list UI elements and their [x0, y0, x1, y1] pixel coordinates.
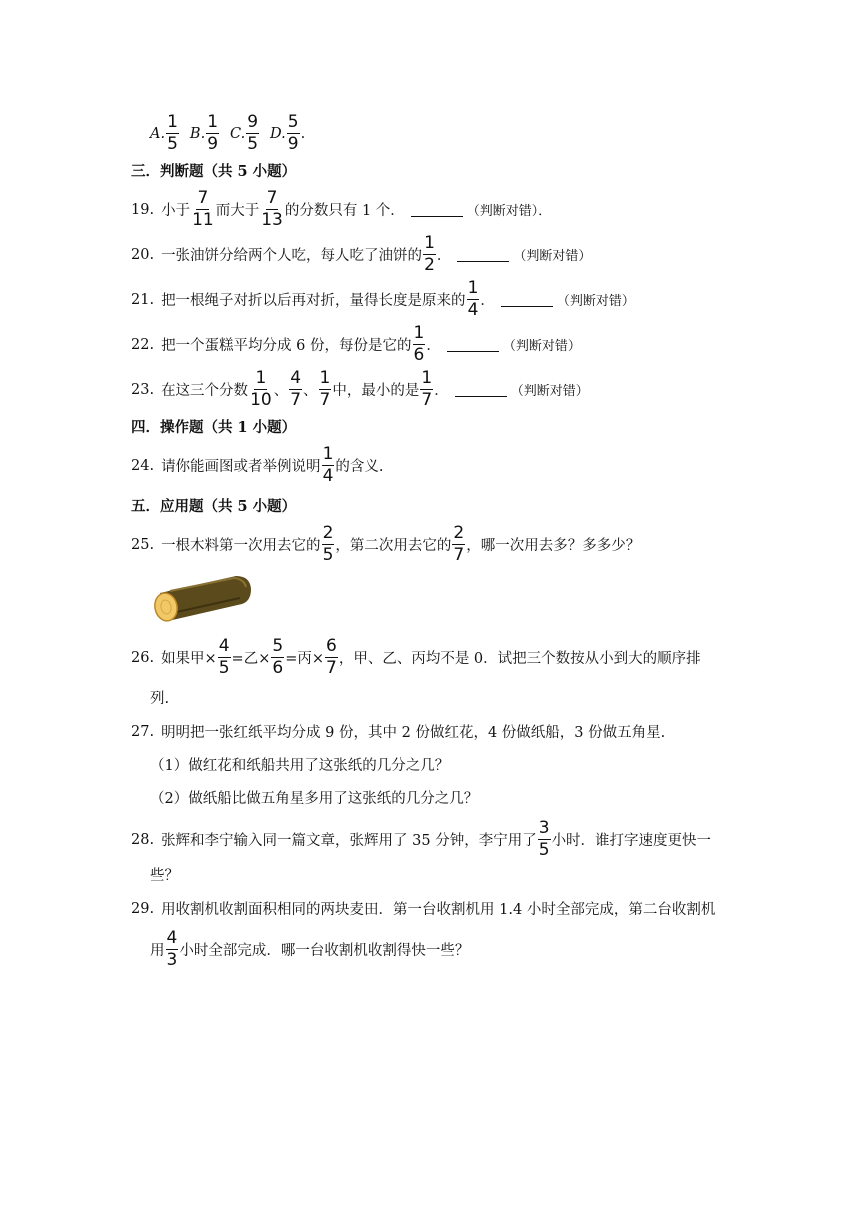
judge-instruction: （判断对错）: [510, 384, 589, 399]
question-text: 如果甲×: [161, 651, 217, 667]
fraction: $\frac{2}{5}$: [322, 523, 334, 565]
fraction: $\frac{4}{5}$: [218, 636, 230, 678]
question-text: 小时．谁打字速度更快一: [551, 833, 712, 849]
question-29: [131, 898, 715, 919]
question-27: [131, 721, 665, 742]
fraction: $\frac{1}{10}$: [250, 368, 272, 410]
question-22: [131, 325, 581, 364]
question-text: ．: [480, 293, 495, 309]
fraction: $\frac{1}{6}$: [413, 323, 425, 365]
option-c-fraction: $\frac{9}{5}$: [247, 112, 259, 154]
judge-instruction: （判断对错）．: [466, 204, 552, 219]
fraction: $\frac{5}{6}$: [272, 636, 284, 678]
option-d-label: D.: [270, 125, 286, 142]
options-end: .: [300, 125, 306, 142]
question-29-continued: [150, 930, 469, 969]
fraction: $\frac{4}{7}$: [290, 368, 302, 410]
question-text: =丙×: [285, 651, 324, 667]
fraction: $\frac{6}{7}$: [326, 636, 337, 678]
question-text: 的分数只有 1 个．: [284, 203, 405, 219]
question-number: 23.: [131, 381, 155, 398]
fraction: $\frac{1}{7}$: [319, 368, 331, 410]
question-text: 用: [150, 943, 165, 959]
question-number: 24.: [131, 457, 155, 474]
fraction: $\frac{3}{5}$: [538, 818, 550, 860]
option-a-label: A.: [150, 125, 166, 142]
options-row: [150, 114, 305, 153]
question-text: 而大于: [215, 203, 260, 219]
question-text: 小于: [161, 203, 191, 219]
fraction: $\frac{1}{4}$: [322, 444, 334, 486]
question-text: 一张油饼分给两个人吃，每人吃了油饼的: [161, 248, 423, 264]
fraction: $\frac{7}{11}$: [192, 188, 214, 230]
question-number: 26.: [131, 649, 155, 666]
wood-log-image: [150, 573, 254, 625]
answer-blank[interactable]: [501, 292, 553, 307]
fraction: $\frac{4}{3}$: [166, 928, 178, 970]
question-20: [131, 235, 591, 274]
question-number: 27.: [131, 723, 155, 740]
judge-instruction: （判断对错）: [502, 339, 581, 354]
fraction: $\frac{7}{13}$: [261, 188, 283, 230]
question-text: =乙×: [231, 651, 271, 667]
section-3-heading: 三．判断题（共 5 小题）: [131, 163, 297, 180]
option-c-label: C.: [230, 125, 246, 142]
question-number: 19.: [131, 201, 155, 218]
question-number: 22.: [131, 336, 155, 353]
question-24: [131, 446, 384, 485]
question-text: ．: [436, 248, 452, 264]
section-4-heading: 四．操作题（共 1 小题）: [131, 419, 297, 436]
question-23: [131, 370, 589, 409]
question-text: 在这三个分数: [161, 383, 249, 399]
question-28-continued: 些？: [150, 868, 179, 884]
fraction: $\frac{2}{7}$: [453, 523, 465, 565]
separator: 、: [303, 383, 318, 399]
question-number: 29.: [131, 900, 155, 917]
answer-blank[interactable]: [411, 202, 463, 217]
answer-blank[interactable]: [447, 337, 499, 352]
question-number: 21.: [131, 291, 155, 308]
question-text: 把一个蛋糕平均分成 6 份，每份是它的: [161, 338, 412, 354]
question-text: 的含义.: [335, 459, 384, 475]
fraction: $\frac{1}{7}$: [421, 368, 433, 410]
question-26: [131, 638, 701, 677]
question-26-continued: 列.: [150, 691, 170, 707]
question-21: [131, 280, 635, 319]
question-text: ，甲、乙、丙均不是 0．试把三个数按从小到大的顺序排: [338, 651, 701, 667]
question-text: 请你能画图或者举例说明: [161, 459, 321, 475]
question-text: ．: [426, 338, 441, 354]
question-number: 28.: [131, 831, 155, 848]
question-text: 中，最小的是: [332, 383, 420, 399]
fraction: $\frac{1}{2}$: [424, 233, 435, 275]
question-text: 用收割机收割面积相同的两块麦田．第一台收割机用 1.4 小时全部完成，第二台收割机: [161, 902, 716, 918]
question-text: 明明把一张红纸平均分成 9 份，其中 2 份做红花，4 份做纸船，3 份做五角星.: [161, 725, 666, 741]
option-d-fraction: $\frac{5}{9}$: [287, 112, 299, 154]
question-number: 20.: [131, 246, 155, 263]
question-text: ，第二次用去它的: [335, 538, 452, 554]
question-19: [131, 190, 551, 229]
option-b-fraction: $\frac{1}{9}$: [207, 112, 219, 154]
question-text: 小时全部完成．哪一台收割机收割得快一些？: [179, 943, 470, 959]
answer-blank[interactable]: [455, 382, 507, 397]
question-text: 一根木料第一次用去它的: [161, 538, 321, 554]
option-b-label: B.: [189, 125, 206, 142]
question-number: 25.: [131, 536, 155, 553]
option-a-fraction: $\frac{1}{5}$: [167, 112, 178, 154]
question-25: [131, 525, 640, 564]
question-27-part-1: （1）做红花和纸船共用了这张纸的几分之几？: [150, 758, 450, 774]
section-5-heading: 五．应用题（共 5 小题）: [131, 498, 297, 515]
question-28: [131, 820, 711, 859]
judge-instruction: （判断对错）: [513, 249, 592, 264]
question-text: ，哪一次用去多？多多少？: [466, 538, 641, 554]
separator: 、: [273, 383, 289, 399]
answer-blank[interactable]: [457, 247, 509, 262]
question-27-part-2: （2）做纸船比做五角星多用了这张纸的几分之几？: [150, 791, 479, 807]
fraction: $\frac{1}{4}$: [467, 278, 479, 320]
judge-instruction: （判断对错）: [556, 294, 635, 309]
question-text: ．: [434, 383, 449, 399]
question-text: 把一根绳子对折以后再对折，量得长度是原来的: [161, 293, 466, 309]
question-text: 张辉和李宁输入同一篇文章，张辉用了 35 分钟，李宁用了: [161, 833, 537, 849]
